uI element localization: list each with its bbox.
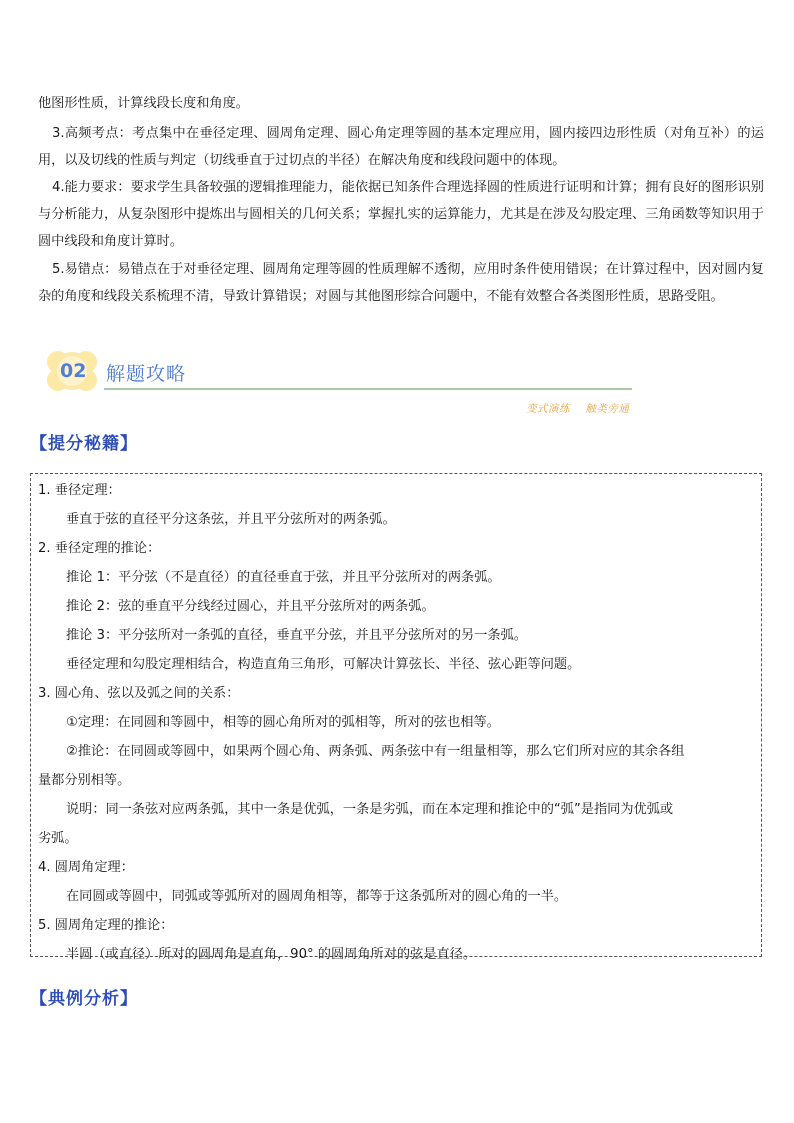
tips-line: 5. 圆周角定理的推论： [38,918,174,933]
intro-paragraph-4: 5.易错点：易错点在于对垂径定理、圆周角定理等圆的性质理解不透彻，应用时条件使用错误；在计算过程中，因对圆内复杂的角度和线段关系梳理不清，导致计算错误；对圆与其他图形综合问题中，不能有效整合各类图形性质，思路受阻。 [38,262,764,304]
tips-line: 垂直于弦的直径平分这条弦，并且平分弦所对的两条弧。 [66,512,396,527]
tips-line: 1. 垂径定理： [38,483,121,498]
tips-line: 量都分别相等。 [38,773,131,788]
intro-paragraph-3: 4.能力要求：要求学生具备较强的逻辑推理能力，能依据已知条件合理选择圆的性质进行证明和计算；拥有良好的图形识别与分析能力，从复杂图形中提炼出与圆相关的几何关系；掌握扎实的运算能力，尤其是在涉及勾股定理、三角函数等知识用于圆中线段和角度计算时。 [38,180,764,249]
section-header [44,346,644,396]
section-subtitle: 变式演练 触类旁通 [526,403,630,415]
tips-line: 垂径定理和勾股定理相结合，构造直角三角形，可解决计算弦长、半径、弦心距等问题。 [66,657,581,672]
tips-line: 推论 2：弦的垂直平分线经过圆心，并且平分弦所对的两条弧。 [66,599,435,614]
intro-paragraph-2: 3.高频考点：考点集中在垂径定理、圆周角定理、圆心角定理等圆的基本定理应用，圆内接四边形性质（对角互补）的运用，以及切线的性质与判定（切线垂直于过切点的半径）在解决角度和线段问题中的体现。 [38,126,764,168]
section-number: 02 [60,360,87,382]
tips-line: 推论 1：平分弦（不是直径）的直径垂直于弦，并且平分弦所对的两条弧。 [66,570,501,585]
tips-line: ①定理：在同圆和等圆中，相等的圆心角所对的弧相等，所对的弦也相等。 [66,715,500,730]
tips-line: 劣弧。 [38,831,78,846]
example-heading: 【典例分析】 [30,989,138,1009]
tips-line: 4. 圆周角定理： [38,860,134,875]
tips-line: 说明：同一条弦对应两条弧，其中一条是优弧，一条是劣弧，而在本定理和推论中的“弧”是指同为优弧或 [66,802,674,817]
tips-line: 在同圆或等圆中，同弧或等弧所对的圆周角相等，都等于这条弧所对的圆心角的一半。 [66,889,568,904]
tips-heading: 【提分秘籍】 [30,434,138,454]
tips-line: ②推论：在同圆或等圆中，如果两个圆心角、两条弧、两条弦中有一组量相等，那么它们所对应的其余各组 [66,744,685,759]
tips-line: 半圆（或直径）所对的圆周角是直角，90° 的圆周角所对的弦是直径。 [66,947,477,962]
section-divider [104,388,632,390]
intro-paragraph-1: 他图形性质，计算线段长度和角度。 [38,96,249,111]
tips-line: 推论 3：平分弦所对一条弧的直径，垂直平分弦，并且平分弦所对的另一条弧。 [66,628,527,643]
tips-line: 2. 垂径定理的推论： [38,541,161,556]
section-title: 解题攻略 [106,363,187,385]
tips-line: 3. 圆心角、弦以及弧之间的关系： [38,686,240,701]
